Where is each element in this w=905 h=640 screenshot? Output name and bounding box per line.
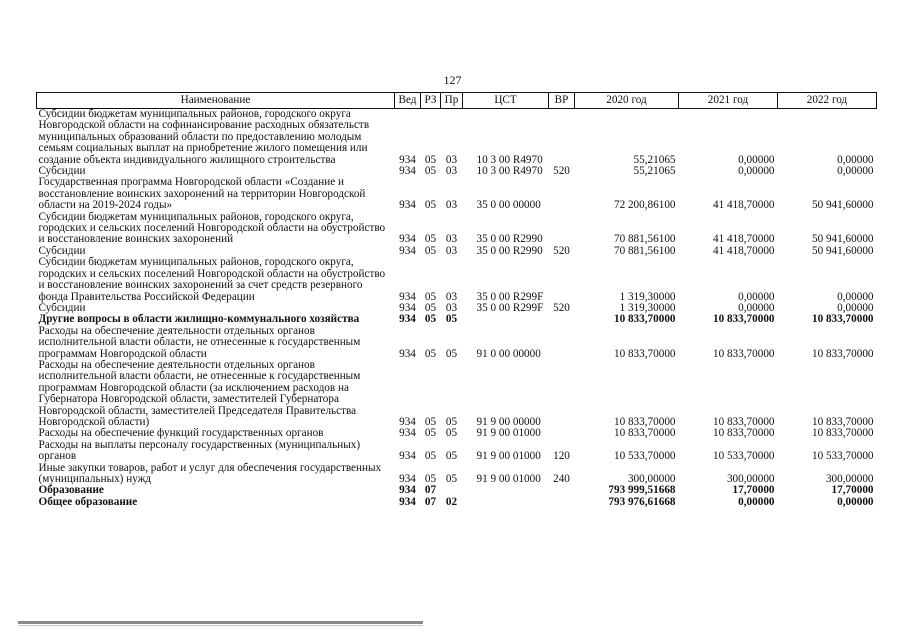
header-ved: Вед	[395, 93, 421, 109]
cell-cst: 35 0 00 R299F	[476, 290, 544, 303]
budget-table	[36, 92, 877, 508]
cell-ved: 934	[399, 495, 416, 508]
cell-y2020: 70 881,56100	[613, 233, 676, 246]
cell-ved: 934	[399, 415, 416, 428]
cell-pr: 03	[445, 165, 458, 178]
cell-y2021: 10 833,70000	[712, 347, 775, 360]
cell-vr	[549, 428, 575, 439]
cell-ved: 934	[399, 347, 416, 360]
cell-y2020: 10 833,70000	[613, 313, 676, 326]
cell-vr: 520	[553, 165, 570, 178]
header-pr: Пр	[441, 93, 463, 109]
cell-y2022: 0,00000	[837, 301, 874, 314]
cell-y2022: 300,00000	[825, 473, 874, 485]
cell-pr: 05	[445, 415, 458, 428]
cell-name: Расходы на обеспечение деятельности отдельных органов исполнительной власти области, не отнесенные к государственным программам Новгородской области	[38, 324, 361, 360]
cell-vr	[549, 326, 575, 360]
cell-name: Субсидии	[38, 301, 86, 314]
cell-pr: 05	[445, 473, 458, 485]
cell-pr: 05	[445, 427, 458, 440]
cell-y2022: 50 941,60000	[811, 233, 874, 246]
cell-y2021: 17,70000	[732, 484, 775, 497]
cell-y2021: 10 833,70000	[712, 313, 775, 326]
cell-y2021: 10 533,70000	[712, 450, 775, 463]
cell-y2020: 55,21065	[633, 165, 676, 178]
table-row	[37, 257, 877, 303]
cell-y2020: 10 533,70000	[613, 450, 676, 463]
cell-y2021: 0,00000	[738, 495, 775, 508]
cell-ved: 934	[399, 301, 416, 314]
table-row	[37, 109, 877, 167]
cell-cst	[463, 485, 549, 496]
cell-ved: 934	[399, 290, 416, 303]
cell-vr	[549, 109, 575, 167]
cell-y2021: 300,00000	[726, 473, 775, 485]
cell-name: Расходы на обеспечение функций государственных органов	[38, 427, 324, 440]
cell-name: Иные закупки товаров, работ и услуг для обеспечения государственных (муниципальных) нужд	[38, 461, 382, 485]
table-row	[37, 463, 877, 486]
cell-vr: 520	[553, 244, 570, 257]
cell-name: Расходы на выплаты персоналу государственных (муниципальных) органов	[38, 438, 361, 463]
cell-ved: 934	[399, 153, 416, 166]
cell-cst: 91 9 00 01000	[476, 473, 541, 485]
cell-name: Субсидии бюджетам муниципальных районов, городского округа, городских и сельских поселений Новгородской области на обустройство и восстановление воинских захоронений	[38, 210, 386, 246]
table-row	[37, 440, 877, 463]
table-row	[37, 497, 877, 508]
cell-y2022: 10 833,70000	[811, 427, 874, 440]
cell-name: Субсидии	[38, 244, 86, 257]
page-number: 127	[443, 73, 462, 87]
cell-ved: 934	[399, 244, 416, 257]
cell-y2020: 300,00000	[627, 473, 676, 485]
cell-ved: 934	[399, 450, 416, 463]
cell-y2020: 10 833,70000	[613, 427, 676, 440]
cell-name: Субсидии	[38, 165, 86, 178]
cell-y2020: 793 976,61668	[608, 495, 676, 508]
cell-y2022: 0,00000	[837, 165, 874, 178]
cell-ved: 934	[399, 313, 416, 326]
cell-ved: 934	[399, 233, 416, 246]
cell-vr: 520	[553, 301, 570, 314]
cell-pr: 05	[445, 313, 458, 326]
header-2022: 2022 год	[778, 93, 877, 109]
cell-name: Государственная программа Новгородской области «Создание и восстановление воинских захоронений на территории Новгородской области на 2019-2024 годы»	[38, 176, 366, 212]
cell-pr: 03	[445, 153, 458, 166]
cell-y2022: 50 941,60000	[811, 244, 874, 257]
cell-name: Образование	[38, 484, 104, 497]
cell-rz: 07	[424, 495, 437, 508]
cell-ved: 934	[399, 199, 416, 212]
cell-vr	[549, 212, 575, 246]
cell-rz: 07	[424, 484, 437, 497]
cell-y2020: 1 319,30000	[619, 290, 676, 303]
cell-y2022: 0,00000	[837, 153, 874, 166]
cell-y2022: 10 833,70000	[811, 347, 874, 360]
cell-pr: 05	[445, 347, 458, 360]
cell-cst	[463, 497, 549, 508]
cell-vr	[549, 177, 575, 211]
cell-y2021: 41 418,70000	[712, 244, 775, 257]
cell-y2022: 0,00000	[837, 495, 874, 508]
table-body	[37, 109, 877, 509]
cell-rz: 05	[424, 290, 437, 303]
cell-y2020: 72 200,86100	[613, 199, 676, 212]
header-rz: РЗ	[421, 93, 441, 109]
cell-rz: 05	[424, 199, 437, 212]
cell-rz: 05	[424, 165, 437, 178]
cell-y2021: 0,00000	[738, 290, 775, 303]
cell-rz: 05	[424, 427, 437, 440]
cell-y2020: 70 881,56100	[613, 244, 676, 257]
cell-vr	[549, 257, 575, 303]
cell-cst: 10 3 00 R4970	[476, 165, 543, 178]
cell-y2022: 0,00000	[837, 290, 874, 303]
cell-pr: 02	[445, 495, 458, 508]
cell-cst: 35 0 00 00000	[476, 199, 541, 212]
cell-cst: 35 0 00 R2990	[476, 244, 543, 257]
cell-cst: 35 0 00 R299F	[476, 301, 544, 314]
cell-pr: 03	[445, 233, 458, 246]
cell-y2021: 0,00000	[738, 301, 775, 314]
cell-pr: 03	[445, 290, 458, 303]
cell-pr: 03	[445, 301, 458, 314]
cell-y2020: 793 999,51668	[608, 484, 676, 497]
cell-y2021: 0,00000	[738, 153, 775, 166]
cell-vr	[549, 360, 575, 428]
cell-y2021: 10 833,70000	[712, 415, 775, 428]
cell-cst	[463, 314, 549, 325]
header-cst: ЦСТ	[463, 93, 549, 109]
cell-ved: 934	[399, 473, 416, 485]
cell-ved: 934	[399, 484, 416, 497]
cell-y2022: 50 941,60000	[811, 199, 874, 212]
cell-y2022: 17,70000	[831, 484, 874, 497]
cell-cst: 91 0 00 00000	[476, 347, 541, 360]
cell-name: Расходы на обеспечение деятельности отдельных органов исполнительной власти области, не отнесенные к государственным программам Новгородской области (за исключением расходов на Губернатора Новгородской области, заместителей Губернатора Новгородской области, заместителей Председателя Правительства Новгородской области)	[38, 358, 361, 428]
table-row	[37, 360, 877, 428]
cell-y2022: 10 833,70000	[811, 313, 874, 326]
cell-y2022: 10 833,70000	[811, 415, 874, 428]
header-2021: 2021 год	[679, 93, 778, 109]
table-header-row	[37, 93, 877, 109]
cell-cst: 91 9 00 01000	[476, 427, 541, 440]
header-name: Наименование	[37, 93, 395, 109]
cell-y2021: 0,00000	[738, 165, 775, 178]
cell-vr: 120	[553, 450, 570, 463]
cell-cst: 10 3 00 R4970	[476, 153, 543, 166]
cell-rz: 05	[424, 244, 437, 257]
cell-y2020: 1 319,30000	[619, 301, 676, 314]
cell-y2020: 55,21065	[633, 153, 676, 166]
cell-rz: 05	[424, 233, 437, 246]
cell-rz: 05	[424, 347, 437, 360]
cell-name: Другие вопросы в области жилищно-коммунального хозяйства	[38, 313, 360, 326]
cell-rz: 05	[424, 153, 437, 166]
cell-cst: 35 0 00 R2990	[476, 233, 543, 246]
cell-rz: 05	[424, 473, 437, 485]
cell-name: Субсидии бюджетам муниципальных районов, городского округа, городских и сельских поселений Новгородской области на обустройство и восстановление воинских захоронений за счет средств резервного фонда Правительства Российской Федерации	[38, 256, 386, 303]
footer-rule	[18, 621, 423, 624]
cell-y2021: 41 418,70000	[712, 233, 775, 246]
cell-cst: 91 9 00 01000	[476, 450, 541, 463]
cell-pr: 03	[445, 244, 458, 257]
header-vr: ВР	[549, 93, 575, 109]
cell-cst: 91 9 00 00000	[476, 415, 541, 428]
cell-vr: 240	[553, 473, 570, 485]
cell-rz: 05	[424, 415, 437, 428]
cell-ved: 934	[399, 427, 416, 440]
header-2020: 2020 год	[575, 93, 679, 109]
cell-vr	[549, 314, 575, 325]
cell-rz: 05	[424, 313, 437, 326]
cell-y2021: 10 833,70000	[712, 427, 775, 440]
cell-ved: 934	[399, 165, 416, 178]
table-row	[37, 314, 877, 325]
cell-name: Субсидии бюджетам муниципальных районов, городского округа Новгородской области на софинансирование расходных обязательств муниципальных образований области по предоставлению молодым семьям социальных выплат на приобретение жилого помещения или создание объекта индивидуального жилищного строительства	[38, 108, 370, 166]
cell-vr	[549, 497, 575, 508]
cell-rz: 05	[424, 301, 437, 314]
cell-pr: 05	[445, 450, 458, 463]
cell-name: Общее образование	[38, 495, 138, 508]
cell-y2020: 10 833,70000	[613, 347, 676, 360]
cell-y2022: 10 533,70000	[811, 450, 874, 463]
table-row	[37, 326, 877, 360]
cell-rz: 05	[424, 450, 437, 463]
table-row	[37, 177, 877, 211]
cell-vr	[549, 485, 575, 496]
cell-pr: 03	[445, 199, 458, 212]
table-row	[37, 212, 877, 246]
cell-y2021: 41 418,70000	[712, 199, 775, 212]
cell-y2020: 10 833,70000	[613, 415, 676, 428]
